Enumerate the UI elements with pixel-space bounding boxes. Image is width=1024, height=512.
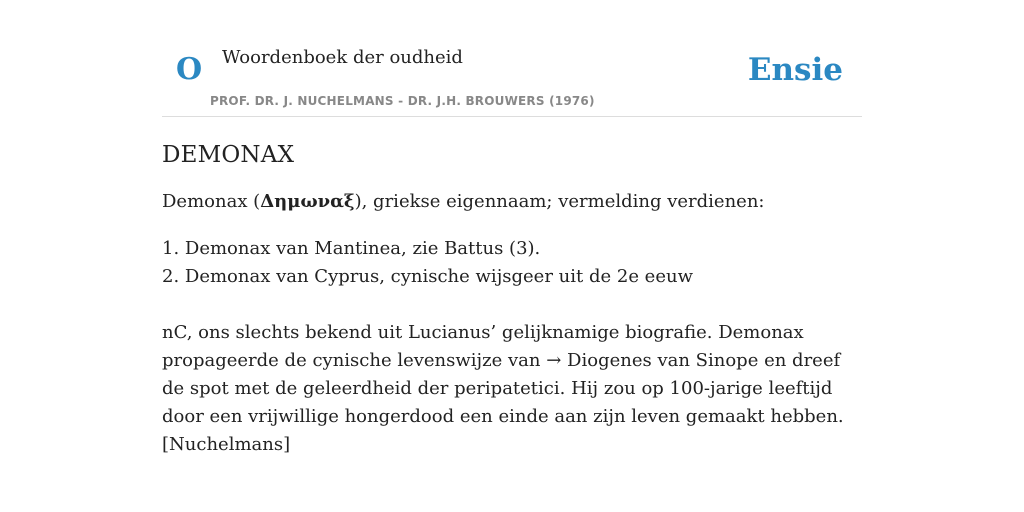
book-authors: PROF. DR. J. NUCHELMANS - DR. J.H. BROUWERS (1976) <box>210 94 595 108</box>
intro-text-after: ), griekse eigennaam; vermelding verdienen: <box>354 191 765 212</box>
arrow-icon: → <box>546 350 562 371</box>
list-item: 1. Demonax van Mantinea, zie Battus (3). <box>162 238 541 259</box>
greek-name: Δημωναξ <box>260 191 355 212</box>
index-letter[interactable]: O <box>176 52 203 87</box>
ensie-logo[interactable]: Ensie <box>747 52 843 88</box>
entry-intro <box>162 188 862 216</box>
header <box>162 30 862 117</box>
entry-body <box>162 319 862 459</box>
body-text-after: en dreef de spot met de geleerdheid der peripatetici. Hij zou op 100-jarige leeftijd door een vrijwillige hongerdood een einde aan zijn leven gemaakt hebben. [Nuchelmans] <box>162 350 844 455</box>
list-item: 2. Demonax van Cyprus, cynische wijsgeer uit de 2e eeuw <box>162 266 693 287</box>
entry-title: DEMONAX <box>162 142 295 168</box>
link-diogenes[interactable]: Diogenes van Sinope <box>567 350 759 371</box>
entry-content <box>162 138 862 459</box>
book-title[interactable]: Woordenboek der oudheid <box>222 47 463 68</box>
entry-list <box>162 235 862 291</box>
intro-text-before: Demonax ( <box>162 191 261 212</box>
body-text-before: nC, ons slechts bekend uit Lucianus’ gelijknamige biografie. Demonax propageerde de cynische levenswijze van <box>162 322 804 371</box>
